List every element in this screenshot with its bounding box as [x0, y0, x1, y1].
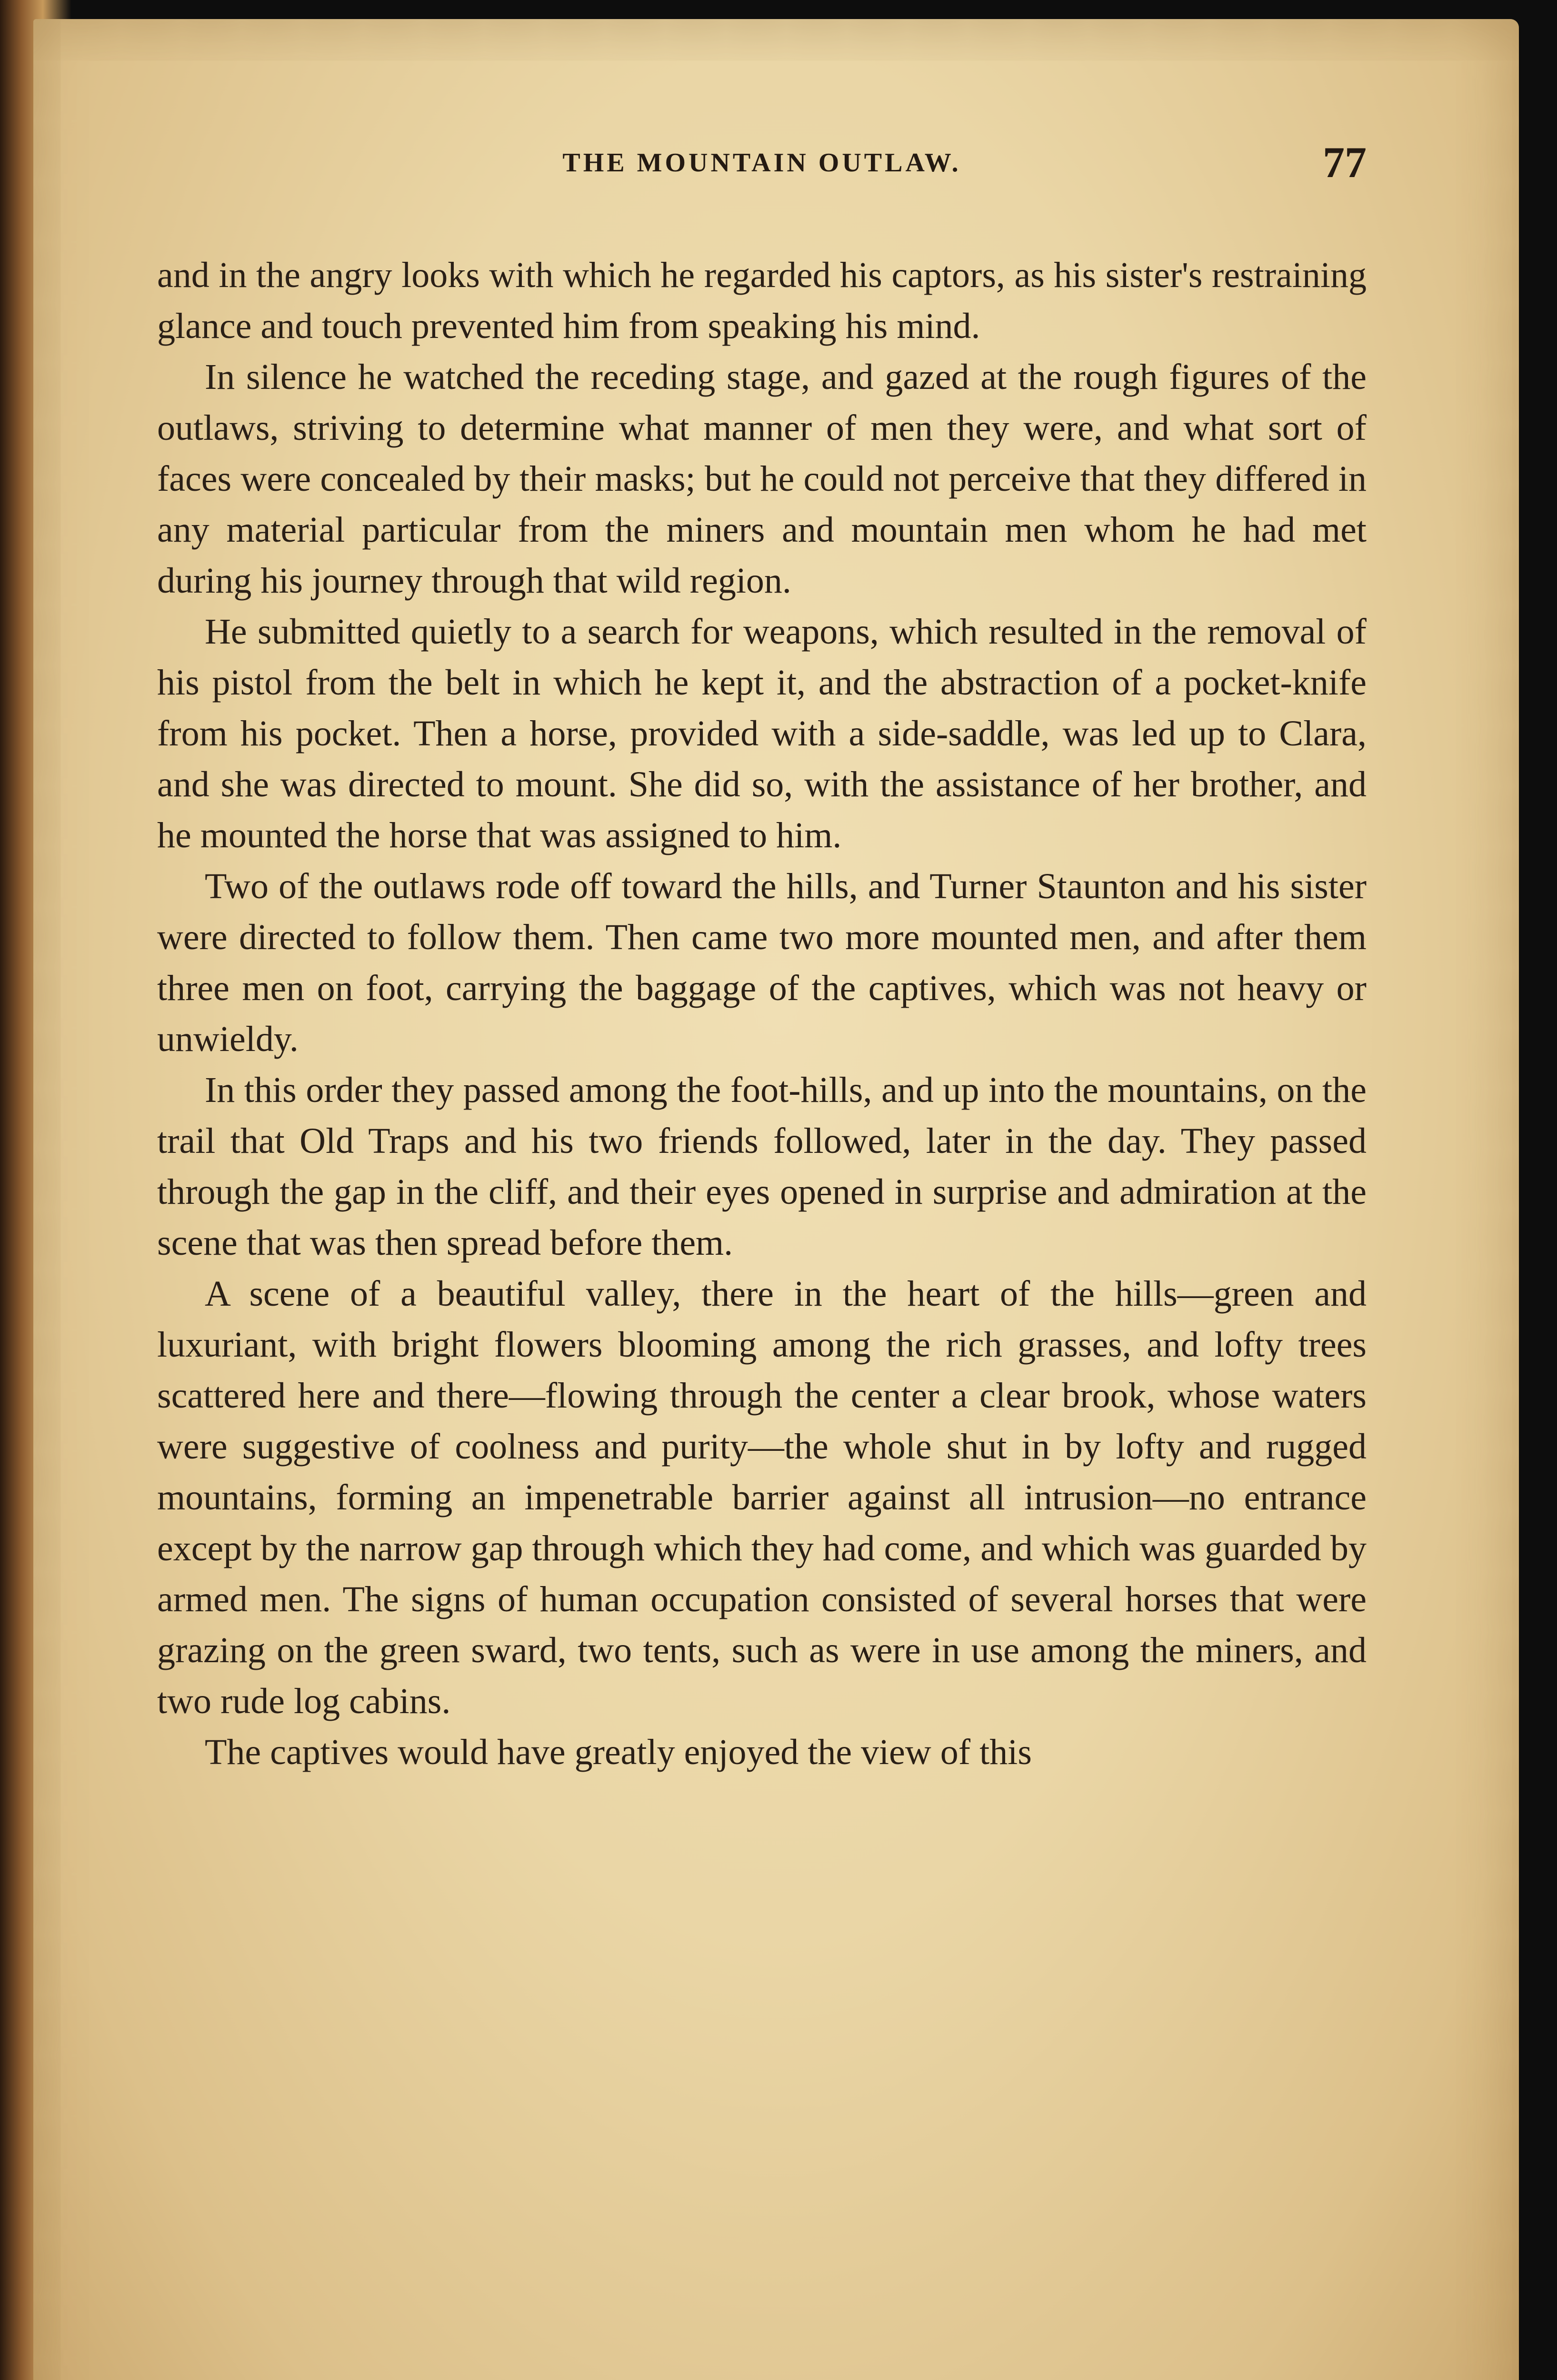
paragraph: A scene of a beautiful valley, there in the heart of the hills—green and luxuriant, with bright flowers blooming among the rich grasses, and lofty trees scattered here and there—flowing through the center a clear brook, whose waters were suggestive of coolness and purity—the whole shut in by lofty and rugged mountains, forming an impenetrable barrier against all intrusion—no entrance except by the narrow gap through which they had come, and which was guarded by armed men. The signs of human occupation consisted of several horses that were grazing on the green sward, two tents, such as were in use among the miners, and two rude log cabins.	[157, 1274, 1367, 1721]
body-text	[157, 250, 1367, 1778]
paragraph: The captives would have greatly enjoyed the view of this	[205, 1732, 1032, 1772]
paragraph: In silence he watched the receding stage, and gazed at the rough figures of the outlaws, striving to determine what manner of men they were, and what sort of faces were concealed by their masks; but he could not perceive that they differed in any material particular from the miners and mountain men whom he had met during his journey through that wild region.	[157, 357, 1367, 601]
paragraph: He submitted quietly to a search for weapons, which resulted in the removal of his pistol from the belt in which he kept it, and the abstraction of a pocket-knife from his pocket. Then a horse, provided with a side-saddle, was led up to Clara, and she was directed to mount. She did so, with the assistance of her brother, and he mounted the horse that was assigned to him.	[157, 612, 1367, 855]
paragraph: In this order they passed among the foot-hills, and up into the mountains, on the trail that Old Traps and his two friends followed, later in the day. They passed through the gap in the cliff, and their eyes opened in surprise and admiration at the scene that was then spread before them.	[157, 1070, 1367, 1263]
paragraph: and in the angry looks with which he regarded his captors, as his sister's restraining glance and touch prevented him from speaking his mind.	[157, 255, 1367, 346]
running-title: THE MOUNTAIN OUTLAW.	[562, 148, 961, 178]
page-number: 77	[1323, 138, 1367, 187]
paragraph: Two of the outlaws rode off toward the hills, and Turner Staunton and his sister were directed to follow them. Then came two more mounted men, and after them three men on foot, carrying the baggage of the captives, which was not heavy or unwieldy.	[157, 866, 1367, 1059]
running-head	[157, 138, 1367, 190]
